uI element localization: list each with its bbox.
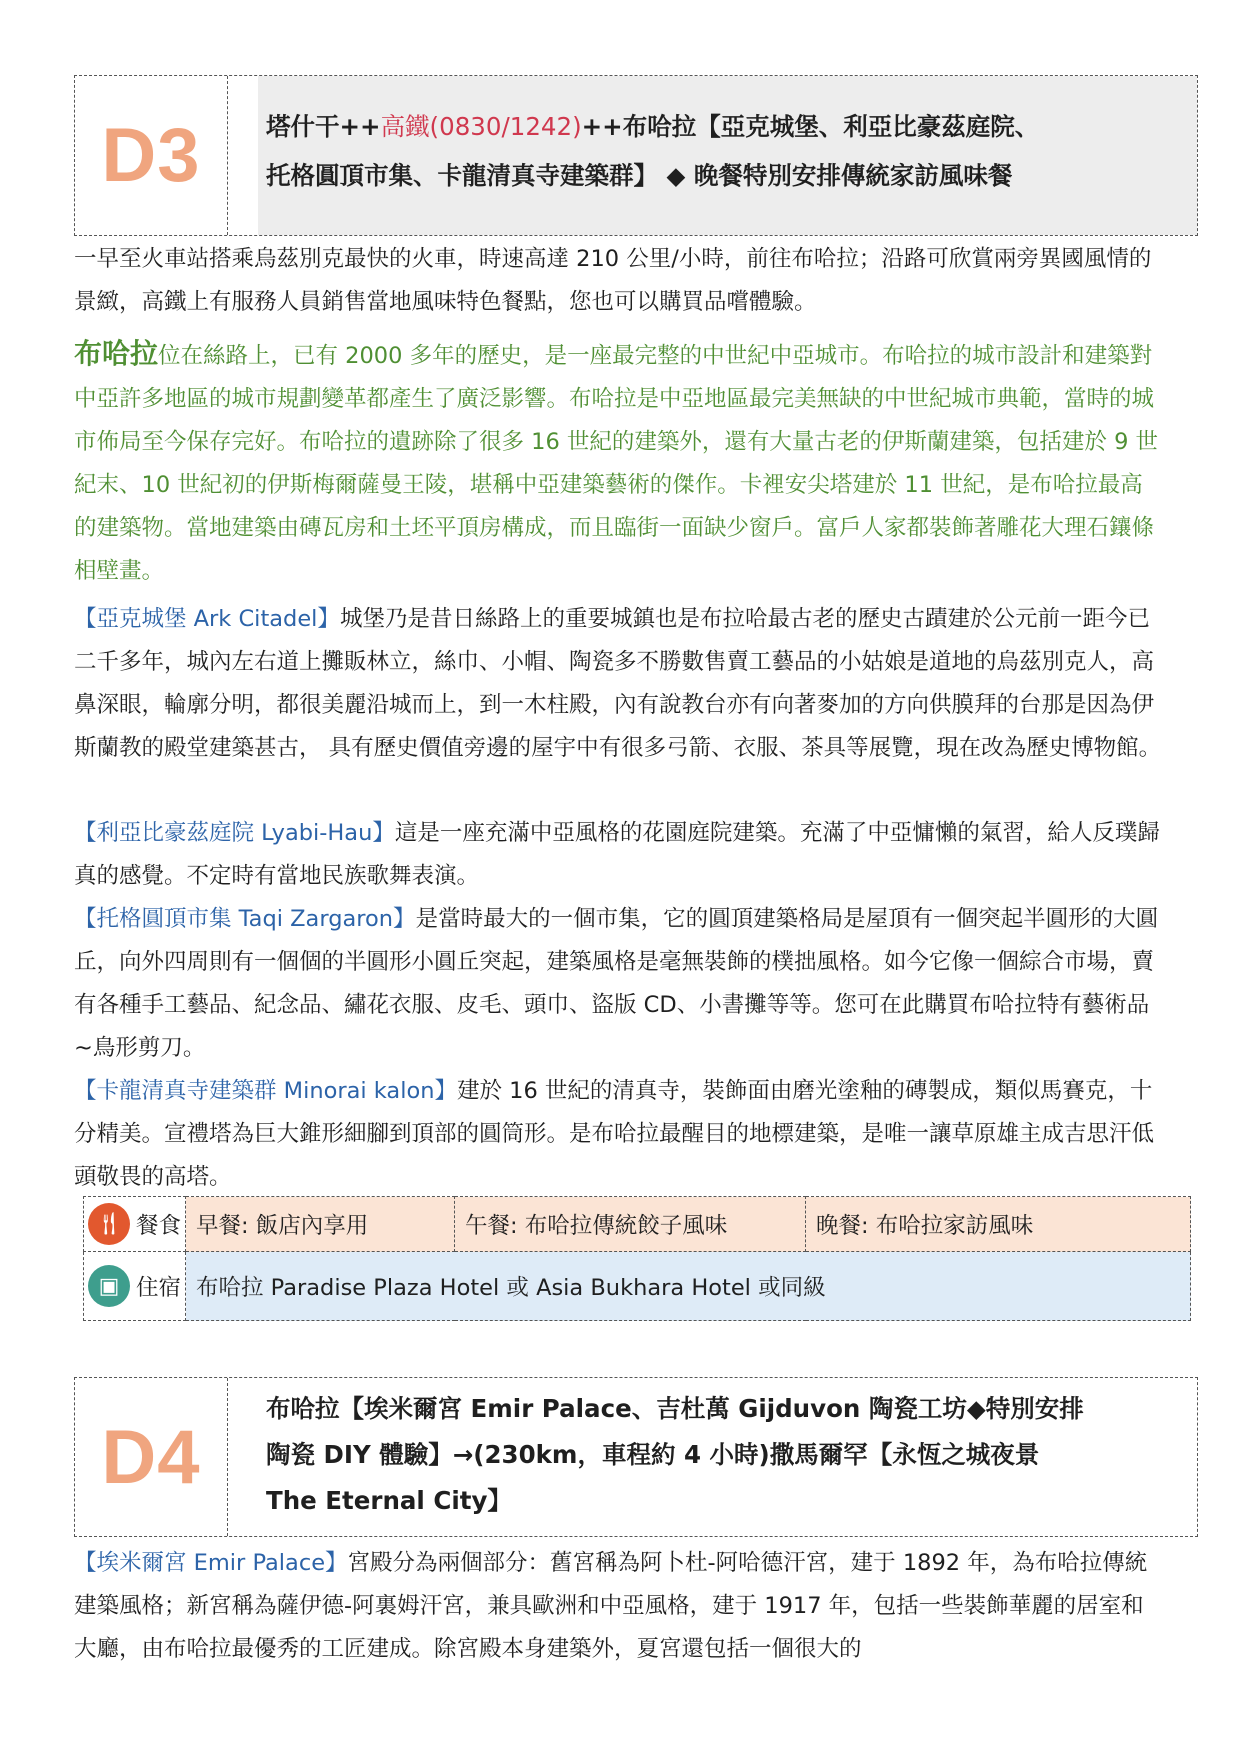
meals-row bbox=[84, 1197, 1191, 1252]
title-part: The Eternal City】 bbox=[266, 1486, 512, 1515]
title-part: 塔什干++ bbox=[266, 112, 381, 141]
luggage-icon: ▣ bbox=[88, 1265, 130, 1307]
section-label: 【托格圓頂市集 Taqi Zargaron】 bbox=[74, 906, 416, 932]
title-part: 布哈拉【埃米爾宮 Emir Palace、吉杜萬 Gijduvon 陶瓷工坊◆特別安排 bbox=[266, 1394, 1084, 1423]
bukhara-paragraph bbox=[74, 332, 1164, 593]
day-header-d4 bbox=[74, 1377, 1198, 1537]
day-label: D3 bbox=[75, 76, 228, 235]
title-part: 托格圓頂市集、卡龍清真寺建築群】 ◆ 晚餐特別安排傳統家訪風味餐 bbox=[266, 161, 1013, 190]
lyabi-paragraph bbox=[74, 812, 1164, 898]
hotel-label: 住宿 bbox=[136, 1275, 182, 1301]
meals-label-cell bbox=[84, 1197, 186, 1252]
hotel-row bbox=[84, 1252, 1191, 1321]
section-text: 城堡乃是昔日絲路上的重要城鎮也是布拉哈最古老的歷史古蹟建於公元前一距今已二千多年，城內左右道上攤販林立，絲巾、小帽、陶瓷多不勝數售賣工藝品的小姑娘是道地的烏茲別克人，高鼻深眼，輪廓分明，都很美麗沿城而上，到一木柱殿，內有說教台亦有向著麥加的方向供膜拜的台那是因為伊斯蘭教的殿堂建築甚古， 具有歷史價值旁邊的屋宇中有很多弓箭、衣服、茶具等展覽，現在改為歷史博物館。 bbox=[74, 606, 1162, 761]
day-title bbox=[258, 76, 1197, 235]
intro-paragraph: 一早至火車站搭乘烏茲別克最快的火車，時速高達 210 公里/小時，前往布哈拉；沿路可欣賞兩旁異國風情的景緻，高鐵上有服務人員銷售當地風味特色餐點，您也可以購買品嚐體驗。 bbox=[74, 246, 1152, 315]
minorai-paragraph bbox=[74, 1070, 1164, 1199]
meal-hotel-table bbox=[83, 1196, 1191, 1321]
section-text: 宮殿分為兩個部分：舊宮稱為阿卜杜-阿哈德汗宮，建于 1892 年，為布哈拉傳統建築風格；新宮稱為薩伊德-阿裏姆汗宮，兼具歐洲和中亞風格，建于 1917 年，包括一些裝飾華麗的居室和大廳，由布哈拉最優秀的工匠建成。除宮殿本身建築外，夏宮還包括一個很大的 bbox=[74, 1550, 1148, 1662]
title-part: 陶瓷 DIY 體驗】→(230km，車程約 4 小時)撒馬爾罕【永恆之城夜景 bbox=[266, 1440, 1040, 1469]
day-title bbox=[258, 1378, 1197, 1536]
utensils-icon: 🍴︎ bbox=[88, 1203, 130, 1245]
section-label: 【亞克城堡 Ark Citadel】 bbox=[74, 606, 340, 632]
hotel-cell: 布哈拉 Paradise Plaza Hotel 或 Asia Bukhara Hotel 或同級 bbox=[186, 1252, 1191, 1321]
meals-label: 餐食 bbox=[136, 1213, 182, 1239]
lunch-cell: 午餐: 布哈拉傳統餃子風味 bbox=[455, 1197, 806, 1252]
day-header-d3 bbox=[74, 75, 1198, 236]
day-label: D4 bbox=[75, 1378, 228, 1536]
ark-paragraph bbox=[74, 598, 1164, 770]
dinner-cell: 晚餐: 布哈拉家訪風味 bbox=[806, 1197, 1191, 1252]
taqi-paragraph bbox=[74, 898, 1164, 1070]
train-times: 高鐵(0830/1242) bbox=[380, 112, 582, 141]
section-label: 【利亞比豪茲庭院 Lyabi-Hau】 bbox=[74, 820, 395, 846]
title-part: ++布哈拉【亞克城堡、利亞比豪茲庭院、 bbox=[581, 112, 1040, 141]
hotel-label-cell bbox=[84, 1252, 186, 1321]
section-text: 這是一座充滿中亞風格的花園庭院建築。充滿了中亞慵懶的氣習，給人反璞歸真的感覺。不定時有當地民族歌舞表演。 bbox=[74, 820, 1160, 889]
section-label: 【埃米爾宮 Emir Palace】 bbox=[74, 1550, 348, 1576]
bukhara-name: 布哈拉 bbox=[74, 337, 159, 370]
breakfast-cell: 早餐: 飯店內享用 bbox=[186, 1197, 455, 1252]
section-text: 建於 16 世紀的清真寺，裝飾面由磨光塗釉的磚製成，類似馬賽克，十分精美。宣禮塔為巨大錐形細腳到頂部的圓筒形。是布哈拉最醒目的地標建築，是唯一讓草原雄主成吉思汗低頭敬畏的高塔。 bbox=[74, 1078, 1155, 1190]
section-label: 【卡龍清真寺建築群 Minorai kalon】 bbox=[74, 1078, 457, 1104]
bukhara-text: 位在絲路上，已有 2000 多年的歷史，是一座最完整的中世紀中亞城市。布哈拉的城市設計和建築對中亞許多地區的城市規劃變革都產生了廣泛影響。布哈拉是中亞地區最完美無缺的中世紀城市典範，當時的城市佈局至今保存完好。布哈拉的遺跡除了很多 16 世紀的建築外，還有大量古老的伊斯蘭建築，包括建於 9 世紀末、10 世紀初的伊斯梅爾薩曼王陵，堪稱中亞建築藝術的傑作。卡裡安尖塔建於 11 世紀，是布哈拉最高的建築物。當地建築由磚瓦房和土坯平頂房構成，而且臨街一面缺少窗戶。富戶人家都裝飾著雕花大理石鑲條相壁畫。 bbox=[74, 343, 1159, 584]
section-text: 是當時最大的一個市集，它的圓頂建築格局是屋頂有一個突起半圓形的大圓丘，向外四周則有一個個的半圓形小圓丘突起，建築風格是毫無裝飾的樸拙風格。如今它像一個綜合市場，賣有各種手工藝品、紀念品、繡花衣服、皮毛、頭巾、盜版 CD、小書攤等等。您可在此購買布哈拉特有藝術品~鳥形剪刀。 bbox=[74, 906, 1159, 1061]
emir-paragraph bbox=[74, 1542, 1164, 1671]
